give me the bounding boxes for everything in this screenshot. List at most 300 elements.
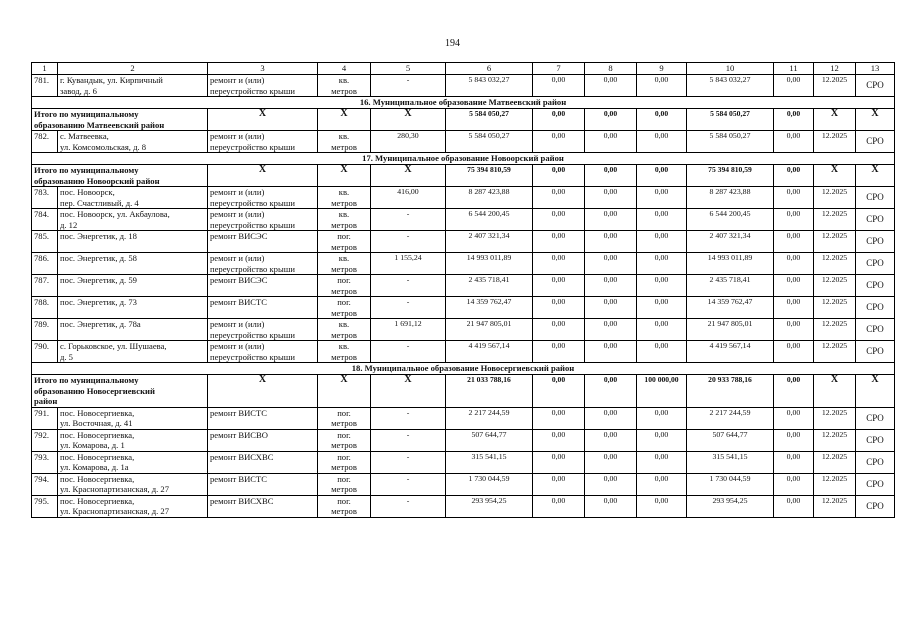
- amount-value: 0,00: [774, 231, 814, 253]
- address-line: ул. Комарова, д. 1: [60, 440, 125, 450]
- work-type-line: ремонт и (или): [210, 209, 265, 219]
- amount-value: 0,00: [585, 75, 637, 97]
- column-number: 13: [856, 63, 895, 75]
- amount-value: 14 993 011,89: [687, 253, 774, 275]
- table-row: [32, 131, 895, 153]
- total-x-mark: X: [318, 165, 371, 187]
- address-cell: [58, 473, 208, 495]
- total-amount: 5 584 050,27: [446, 109, 533, 131]
- area-value: -: [371, 451, 446, 473]
- table-body: [32, 63, 895, 518]
- total-x-mark: X: [208, 165, 318, 187]
- total-x-mark: X: [814, 375, 856, 408]
- address-line: ул. Восточная, д. 41: [60, 418, 133, 428]
- work-type-line: переустройство крыши: [210, 85, 295, 96]
- work-type-cell: [208, 187, 318, 209]
- unit-cell: [318, 341, 371, 363]
- contractor-type: СРО: [856, 297, 895, 319]
- amount-value: 0,00: [637, 275, 687, 297]
- total-amount: 20 933 788,16: [687, 375, 774, 408]
- work-type-line: ремонт ВИСЭС: [210, 231, 268, 241]
- unit-cell: [318, 131, 371, 153]
- address-line: д. 12: [60, 219, 78, 230]
- work-type-line: ремонт и (или): [210, 187, 265, 197]
- row-index: 793.: [32, 451, 58, 473]
- address-cell: [58, 451, 208, 473]
- total-x-mark: X: [856, 165, 895, 187]
- total-x-mark: X: [318, 375, 371, 408]
- unit-line: метров: [331, 241, 357, 252]
- amount-value: 0,00: [637, 495, 687, 517]
- amount-value: 0,00: [637, 231, 687, 253]
- work-type-line: переустройство крыши: [210, 219, 295, 230]
- total-x-mark: X: [318, 109, 371, 131]
- amount-value: 0,00: [637, 187, 687, 209]
- contractor-type: СРО: [856, 231, 895, 253]
- amount-value: 6 544 200,45: [446, 209, 533, 231]
- work-type-line: ремонт ВИСТС: [210, 473, 268, 484]
- amount-value: 1 730 044,59: [446, 473, 533, 495]
- row-index: 795.: [32, 495, 58, 517]
- total-label: [32, 109, 208, 131]
- address-line: пос. Новоорск,: [60, 187, 115, 197]
- unit-line: пог.: [337, 451, 351, 462]
- amount-value: 0,00: [585, 341, 637, 363]
- amount-value: 8 287 423,88: [446, 187, 533, 209]
- amount-value: 0,00: [585, 187, 637, 209]
- total-row: [32, 109, 895, 131]
- address-line: пер. Счастливый, д. 4: [60, 197, 139, 208]
- total-amount: 0,00: [774, 165, 814, 187]
- unit-line: пог.: [337, 495, 351, 506]
- amount-value: 0,00: [585, 495, 637, 517]
- unit-line: метров: [331, 506, 357, 516]
- row-index: 787.: [32, 275, 58, 297]
- area-value: -: [371, 75, 446, 97]
- work-type-cell: [208, 209, 318, 231]
- amount-value: 0,00: [774, 341, 814, 363]
- area-value: -: [371, 297, 446, 319]
- unit-cell: [318, 495, 371, 517]
- unit-line: метров: [331, 197, 357, 208]
- work-type-cell: [208, 297, 318, 319]
- total-amount: 0,00: [637, 109, 687, 131]
- row-index: 791.: [32, 407, 58, 429]
- amount-value: 0,00: [585, 297, 637, 319]
- amount-value: 0,00: [585, 319, 637, 341]
- address-line: пос. Энергетик, д. 58: [60, 253, 137, 263]
- column-number: 12: [814, 63, 856, 75]
- unit-line: метров: [331, 141, 357, 152]
- address-line: пос. Новоорск, ул. Акбаулова,: [60, 209, 170, 219]
- amount-value: 21 947 805,01: [446, 319, 533, 341]
- total-amount: 75 394 810,59: [446, 165, 533, 187]
- total-label-line: район: [34, 396, 58, 406]
- amount-value: 0,00: [533, 451, 585, 473]
- address-cell: [58, 187, 208, 209]
- work-type-cell: [208, 253, 318, 275]
- section-heading-row: [32, 363, 895, 375]
- contractor-type: СРО: [856, 187, 895, 209]
- unit-cell: [318, 187, 371, 209]
- amount-value: 0,00: [637, 473, 687, 495]
- row-index: 788.: [32, 297, 58, 319]
- total-label-line: Итого по муниципальному: [34, 375, 139, 385]
- address-cell: [58, 495, 208, 517]
- row-index: 783.: [32, 187, 58, 209]
- deadline-date: 12.2025: [814, 451, 856, 473]
- unit-line: пог.: [337, 231, 351, 241]
- amount-value: 0,00: [774, 275, 814, 297]
- amount-value: 0,00: [585, 253, 637, 275]
- unit-line: метров: [331, 263, 357, 274]
- amount-value: 0,00: [637, 407, 687, 429]
- area-value: -: [371, 495, 446, 517]
- unit-cell: [318, 473, 371, 495]
- unit-cell: [318, 429, 371, 451]
- amount-value: 14 993 011,89: [446, 253, 533, 275]
- address-cell: [58, 319, 208, 341]
- total-x-mark: X: [814, 165, 856, 187]
- area-value: -: [371, 209, 446, 231]
- contractor-type: СРО: [856, 275, 895, 297]
- work-type-cell: [208, 495, 318, 517]
- unit-line: пог.: [337, 297, 351, 307]
- amount-value: 0,00: [533, 275, 585, 297]
- total-label-line: образованию Матвеевский район: [34, 119, 165, 130]
- amount-value: 2 435 718,41: [687, 275, 774, 297]
- unit-line: кв.: [338, 131, 350, 141]
- amount-value: 0,00: [774, 407, 814, 429]
- amount-value: 315 541,15: [687, 451, 774, 473]
- deadline-date: 12.2025: [814, 319, 856, 341]
- total-x-mark: X: [371, 375, 446, 408]
- total-label-line: образованию Новоорский район: [34, 175, 160, 186]
- work-type-cell: [208, 319, 318, 341]
- unit-line: метров: [331, 329, 357, 340]
- deadline-date: 12.2025: [814, 231, 856, 253]
- total-x-mark: X: [371, 109, 446, 131]
- total-x-mark: X: [814, 109, 856, 131]
- unit-line: кв.: [338, 253, 350, 263]
- area-value: 1 155,24: [371, 253, 446, 275]
- address-line: с. Матвеевка,: [60, 131, 109, 141]
- amount-value: 4 419 567,14: [687, 341, 774, 363]
- column-number: 2: [58, 63, 208, 75]
- unit-line: пог.: [337, 275, 351, 285]
- row-index: 782.: [32, 131, 58, 153]
- contractor-type: СРО: [856, 319, 895, 341]
- amount-value: 2 217 244,59: [687, 407, 774, 429]
- amount-value: 0,00: [533, 297, 585, 319]
- amount-value: 0,00: [585, 209, 637, 231]
- section-title: 17. Муниципальное образование Новоорский район: [32, 153, 895, 165]
- amount-value: 2 435 718,41: [446, 275, 533, 297]
- work-type-line: переустройство крыши: [210, 329, 295, 340]
- amount-value: 5 843 032,27: [446, 75, 533, 97]
- address-line: пос. Новосергиевка,: [60, 495, 135, 506]
- unit-line: метров: [331, 484, 357, 494]
- address-line: д. 5: [60, 351, 73, 362]
- area-value: -: [371, 473, 446, 495]
- total-label-line: Итого по муниципальному: [34, 109, 139, 119]
- amount-value: 0,00: [637, 341, 687, 363]
- deadline-date: 12.2025: [814, 187, 856, 209]
- section-heading-row: [32, 153, 895, 165]
- work-type-cell: [208, 131, 318, 153]
- total-amount: 0,00: [533, 109, 585, 131]
- column-number: 11: [774, 63, 814, 75]
- work-type-line: ремонт и (или): [210, 319, 265, 329]
- row-index: 785.: [32, 231, 58, 253]
- amount-value: 0,00: [533, 187, 585, 209]
- contractor-type: СРО: [856, 75, 895, 97]
- amount-value: 2 217 244,59: [446, 407, 533, 429]
- amount-value: 0,00: [533, 473, 585, 495]
- amount-value: 0,00: [533, 341, 585, 363]
- address-line: ул. Комарова, д. 1а: [60, 462, 129, 472]
- work-type-cell: [208, 275, 318, 297]
- row-index: 786.: [32, 253, 58, 275]
- amount-value: 0,00: [637, 429, 687, 451]
- contractor-type: СРО: [856, 253, 895, 275]
- work-type-line: ремонт ВИСТС: [210, 297, 268, 307]
- amount-value: 507 644,77: [687, 429, 774, 451]
- unit-cell: [318, 275, 371, 297]
- work-type-line: ремонт ВИСЭС: [210, 275, 268, 285]
- total-amount: 100 000,00: [637, 375, 687, 408]
- amount-value: 5 584 050,27: [687, 131, 774, 153]
- column-number-row: [32, 63, 895, 75]
- amount-value: 0,00: [533, 429, 585, 451]
- work-type-line: ремонт ВИСХВС: [210, 495, 274, 506]
- amount-value: 507 644,77: [446, 429, 533, 451]
- work-type-line: ремонт ВИСВО: [210, 429, 268, 440]
- amount-value: 0,00: [637, 209, 687, 231]
- amount-value: 6 544 200,45: [687, 209, 774, 231]
- capital-repair-table: [31, 62, 895, 518]
- amount-value: 0,00: [533, 231, 585, 253]
- work-type-line: ремонт и (или): [210, 253, 265, 263]
- amount-value: 0,00: [533, 407, 585, 429]
- address-line: завод, д. 6: [60, 85, 97, 96]
- amount-value: 0,00: [774, 187, 814, 209]
- amount-value: 0,00: [774, 253, 814, 275]
- unit-line: метров: [331, 462, 357, 472]
- total-amount: 0,00: [585, 165, 637, 187]
- contractor-type: СРО: [856, 473, 895, 495]
- amount-value: 0,00: [637, 319, 687, 341]
- column-number: 8: [585, 63, 637, 75]
- deadline-date: 12.2025: [814, 341, 856, 363]
- table-row: [32, 275, 895, 297]
- unit-line: кв.: [338, 187, 350, 197]
- unit-cell: [318, 75, 371, 97]
- unit-line: метров: [331, 418, 357, 428]
- amount-value: 0,00: [774, 75, 814, 97]
- amount-value: 0,00: [585, 407, 637, 429]
- total-x-mark: X: [208, 375, 318, 408]
- table-row: [32, 319, 895, 341]
- deadline-date: 12.2025: [814, 253, 856, 275]
- total-amount: 0,00: [774, 375, 814, 408]
- total-row: [32, 165, 895, 187]
- unit-line: кв.: [338, 319, 350, 329]
- total-label-line: образованию Новосергиевский: [34, 385, 155, 396]
- amount-value: 0,00: [585, 131, 637, 153]
- amount-value: 0,00: [774, 297, 814, 319]
- unit-line: метров: [331, 285, 357, 296]
- area-value: -: [371, 407, 446, 429]
- unit-cell: [318, 451, 371, 473]
- address-cell: [58, 297, 208, 319]
- address-cell: [58, 209, 208, 231]
- amount-value: 293 954,25: [446, 495, 533, 517]
- address-line: пос. Энергетик, д. 73: [60, 297, 137, 307]
- table-row: [32, 407, 895, 429]
- row-index: 794.: [32, 473, 58, 495]
- column-number: 5: [371, 63, 446, 75]
- work-type-line: ремонт ВИСТС: [210, 407, 268, 418]
- address-line: пос. Новосергиевка,: [60, 407, 135, 418]
- contractor-type: СРО: [856, 429, 895, 451]
- section-title: 16. Муниципальное образование Матвеевский район: [32, 97, 895, 109]
- amount-value: 0,00: [637, 75, 687, 97]
- amount-value: 14 359 762,47: [687, 297, 774, 319]
- table-row: [32, 495, 895, 517]
- unit-line: метров: [331, 440, 357, 450]
- work-type-cell: [208, 429, 318, 451]
- row-index: 784.: [32, 209, 58, 231]
- contractor-type: СРО: [856, 209, 895, 231]
- amount-value: 0,00: [774, 473, 814, 495]
- deadline-date: 12.2025: [814, 297, 856, 319]
- unit-cell: [318, 231, 371, 253]
- unit-cell: [318, 253, 371, 275]
- amount-value: 0,00: [637, 297, 687, 319]
- amount-value: 0,00: [533, 75, 585, 97]
- amount-value: 1 730 044,59: [687, 473, 774, 495]
- unit-line: пог.: [337, 473, 351, 484]
- table-row: [32, 231, 895, 253]
- address-cell: [58, 341, 208, 363]
- table-row: [32, 75, 895, 97]
- row-index: 792.: [32, 429, 58, 451]
- total-amount: 0,00: [585, 375, 637, 408]
- unit-line: метров: [331, 307, 357, 318]
- work-type-cell: [208, 75, 318, 97]
- deadline-date: 12.2025: [814, 429, 856, 451]
- amount-value: 2 407 321,34: [446, 231, 533, 253]
- column-number: 3: [208, 63, 318, 75]
- total-amount: 75 394 810,59: [687, 165, 774, 187]
- unit-line: кв.: [338, 75, 350, 85]
- work-type-cell: [208, 231, 318, 253]
- total-x-mark: X: [856, 109, 895, 131]
- work-type-line: ремонт ВИСХВС: [210, 451, 274, 462]
- work-type-cell: [208, 451, 318, 473]
- amount-value: 0,00: [637, 451, 687, 473]
- amount-value: 315 541,15: [446, 451, 533, 473]
- deadline-date: 12.2025: [814, 131, 856, 153]
- address-line: с. Горьковское, ул. Шушаева,: [60, 341, 167, 351]
- address-cell: [58, 75, 208, 97]
- row-index: 781.: [32, 75, 58, 97]
- work-type-cell: [208, 473, 318, 495]
- amount-value: 0,00: [774, 495, 814, 517]
- amount-value: 5 843 032,27: [687, 75, 774, 97]
- address-line: ул. Краснопартизанская, д. 27: [60, 506, 170, 516]
- table-row: [32, 451, 895, 473]
- total-label: [32, 375, 208, 408]
- table-row: [32, 297, 895, 319]
- address-line: пос. Энергетик, д. 18: [60, 231, 137, 241]
- table-row: [32, 473, 895, 495]
- amount-value: 21 947 805,01: [687, 319, 774, 341]
- address-cell: [58, 253, 208, 275]
- area-value: -: [371, 341, 446, 363]
- address-line: г. Кувандык, ул. Кирпичный: [60, 75, 163, 85]
- amount-value: 4 419 567,14: [446, 341, 533, 363]
- unit-line: пог.: [337, 407, 351, 418]
- amount-value: 0,00: [533, 131, 585, 153]
- address-line: пос. Энергетик, д. 78а: [60, 319, 141, 329]
- address-cell: [58, 131, 208, 153]
- amount-value: 0,00: [774, 451, 814, 473]
- deadline-date: 12.2025: [814, 275, 856, 297]
- row-index: 789.: [32, 319, 58, 341]
- amount-value: 0,00: [533, 495, 585, 517]
- total-label-line: Итого по муниципальному: [34, 165, 139, 175]
- column-number: 4: [318, 63, 371, 75]
- contractor-type: СРО: [856, 131, 895, 153]
- amount-value: 293 954,25: [687, 495, 774, 517]
- area-value: 1 691,12: [371, 319, 446, 341]
- total-amount: 5 584 050,27: [687, 109, 774, 131]
- amount-value: 0,00: [585, 231, 637, 253]
- amount-value: 2 407 321,34: [687, 231, 774, 253]
- work-type-line: переустройство крыши: [210, 141, 295, 152]
- table-row: [32, 429, 895, 451]
- amount-value: 0,00: [533, 253, 585, 275]
- amount-value: 14 359 762,47: [446, 297, 533, 319]
- address-line: ул. Краснопартизанская, д. 27: [60, 484, 170, 494]
- table-row: [32, 341, 895, 363]
- deadline-date: 12.2025: [814, 407, 856, 429]
- contractor-type: СРО: [856, 495, 895, 517]
- amount-value: 0,00: [774, 131, 814, 153]
- unit-line: метров: [331, 351, 357, 362]
- amount-value: 0,00: [774, 429, 814, 451]
- area-value: -: [371, 231, 446, 253]
- total-amount: 0,00: [774, 109, 814, 131]
- column-number: 10: [687, 63, 774, 75]
- address-line: пос. Новосергиевка,: [60, 451, 135, 462]
- area-value: 280,30: [371, 131, 446, 153]
- unit-cell: [318, 297, 371, 319]
- unit-line: пог.: [337, 429, 351, 440]
- amount-value: 0,00: [533, 319, 585, 341]
- contractor-type: СРО: [856, 451, 895, 473]
- work-type-line: переустройство крыши: [210, 197, 295, 208]
- total-x-mark: X: [208, 109, 318, 131]
- deadline-date: 12.2025: [814, 495, 856, 517]
- total-x-mark: X: [856, 375, 895, 408]
- total-amount: 0,00: [533, 165, 585, 187]
- work-type-cell: [208, 407, 318, 429]
- column-number: 7: [533, 63, 585, 75]
- work-type-line: ремонт и (или): [210, 341, 265, 351]
